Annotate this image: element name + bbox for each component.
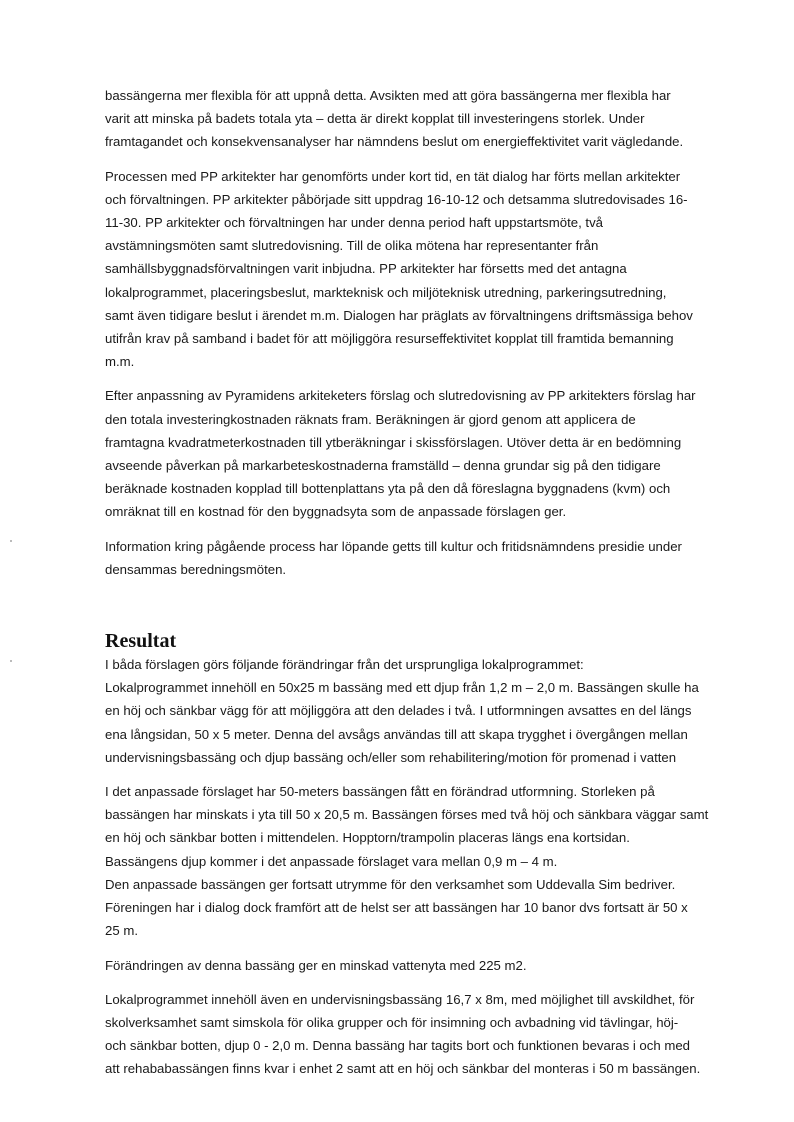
text-line: framtagna kvadratmeterkostnaden till ytberäkningar i skissförslagen. Utöver detta är en bedömning bbox=[105, 434, 682, 450]
paragraph-information bbox=[105, 535, 717, 581]
text-line: ena långsidan, 50 x 5 meter. Denna del avsågs användas till att skapa trygghet i övergången mellan bbox=[105, 726, 688, 742]
text-line: 25 m. bbox=[105, 923, 138, 939]
text-line: samhällsbyggnadsförvaltningen varit inbjudna. PP arkitekter har försetts med det antagna bbox=[105, 261, 627, 277]
scan-edge-mark bbox=[10, 660, 12, 662]
text-line: I båda förslagen görs följande förändringar från det ursprungliga lokalprogrammet: bbox=[105, 657, 584, 673]
text-line: och sänkbar botten, djup 0 - 2,0 m. Denna bassäng har tagits bort och funktionen bevaras i och med bbox=[105, 1038, 691, 1054]
paragraph-result-intro bbox=[105, 653, 717, 769]
text-line: att rehababassängen finns kvar i enhet 2 samt att en höj och sänkbar del monteras i 50 m bassängen. bbox=[105, 1061, 701, 1077]
text-line: Bassängens djup kommer i det anpassade förslaget vara mellan 0,9 m – 4 m. bbox=[105, 853, 558, 869]
paragraph-adapted-pool bbox=[105, 780, 717, 942]
text-line: bassängen har minskats i yta till 50 x 20,5 m. Bassängen förses med två höj och sänkbara väggar samt bbox=[105, 807, 709, 823]
text-line: utifrån krav på samband i badet för att möjliggöra resurseffektivitet kopplat till framtida bemanning bbox=[105, 331, 674, 347]
text-line: Lokalprogrammet innehöll även en undervisningsbassäng 16,7 x 8m, med möjlighet till avskildhet, för bbox=[105, 991, 695, 1007]
text-line: samt även tidigare beslut i ärendet m.m. Dialogen har präglats av förvaltningens driftsmässiga behov bbox=[105, 307, 693, 323]
document-page bbox=[105, 84, 717, 1081]
paragraph-teaching-pool bbox=[105, 988, 717, 1081]
text-line: Den anpassade bassängen ger fortsatt utrymme för den verksamhet som Uddevalla Sim bedriver. bbox=[105, 876, 676, 892]
text-line: Processen med PP arkitekter har genomförts under kort tid, en tät dialog har förts mellan arkitekter bbox=[105, 168, 681, 184]
text-line: I det anpassade förslaget har 50-meters bassängen fått en förändrad utformning. Storleken på bbox=[105, 784, 655, 800]
text-line: en höj och sänkbar vägg för att möjliggöra att den delades i två. I utformningen avsattes en del längs bbox=[105, 703, 692, 719]
paragraph-intro bbox=[105, 84, 717, 154]
text-line: den totala investeringkostnaden räknats fram. Beräkningen är gjord genom att applicera de bbox=[105, 411, 636, 427]
text-line: omräknat till en kostnad för den byggnadsyta som de anpassade förslagen ger. bbox=[105, 504, 567, 520]
text-line: framtagandet och konsekvensanalyser har nämndens beslut om energieffektivitet varit vägledande. bbox=[105, 134, 684, 150]
text-line: undervisningsbassäng och djup bassäng och/eller som rehabilitering/motion för promenad i vatten bbox=[105, 749, 677, 765]
text-line: bassängerna mer flexibla för att uppnå detta. Avsikten med att göra bassängerna mer flexibla har bbox=[105, 88, 671, 103]
text-line: m.m. bbox=[105, 354, 135, 370]
text-line: varit att minska på badets totala yta – detta är direkt kopplat till investeringens storlek. Under bbox=[105, 111, 645, 127]
text-line: skolverksamhet samt simskola för olika grupper och för insimning och avbadning vid tävlingar, höj- bbox=[105, 1014, 679, 1030]
text-line: Förändringen av denna bassäng ger en minskad vattenyta med 225 m2. bbox=[105, 957, 527, 973]
text-line: avseende påverkan på markarbeteskostnaderna framställd – denna grundar sig på den tidigare bbox=[105, 458, 661, 474]
text-line: beräknade kostnaden kopplad till bottenplattans yta på den då föreslagna byggnadens (kvm) och bbox=[105, 481, 671, 497]
text-line: Föreningen har i dialog dock framfört att de helst ser att bassängen har 10 banor dvs fortsatt är 50 x bbox=[105, 900, 688, 916]
text-line: Efter anpassning av Pyramidens arkiteketers förslag och slutredovisning av PP arkitekters förslag har bbox=[105, 388, 696, 404]
text-line: Information kring pågående process har löpande getts till kultur och fritidsnämndens presidie under bbox=[105, 538, 682, 554]
text-line: och förvaltningen. PP arkitekter påbörjade sitt uppdrag 16-10-12 och detsamma slutredovisades 16- bbox=[105, 191, 688, 207]
text-line: avstämningsmöten samt slutredovisning. Till de olika mötena har representanter från bbox=[105, 238, 599, 254]
section-heading-resultat: Resultat bbox=[105, 630, 177, 653]
text-line: densammas beredningsmöten. bbox=[105, 561, 287, 577]
paragraph-process bbox=[105, 165, 717, 374]
text-line: en höj och sänkbar botten i mittendelen. Hopptorn/trampolin placeras längs ena kortsidan. bbox=[105, 830, 630, 846]
paragraph-water-area bbox=[105, 954, 717, 977]
scan-edge-mark bbox=[10, 540, 12, 542]
paragraph-adaptation bbox=[105, 384, 717, 523]
text-line: Lokalprogrammet innehöll en 50x25 m bassäng med ett djup från 1,2 m – 2,0 m. Bassängen skulle ha bbox=[105, 680, 699, 696]
text-line: 11-30. PP arkitekter och förvaltningen har under denna period haft uppstartsmöte, två bbox=[105, 215, 604, 231]
text-line: lokalprogrammet, placeringsbeslut, markteknisk och miljöteknisk utredning, parkeringsutredning, bbox=[105, 284, 667, 300]
